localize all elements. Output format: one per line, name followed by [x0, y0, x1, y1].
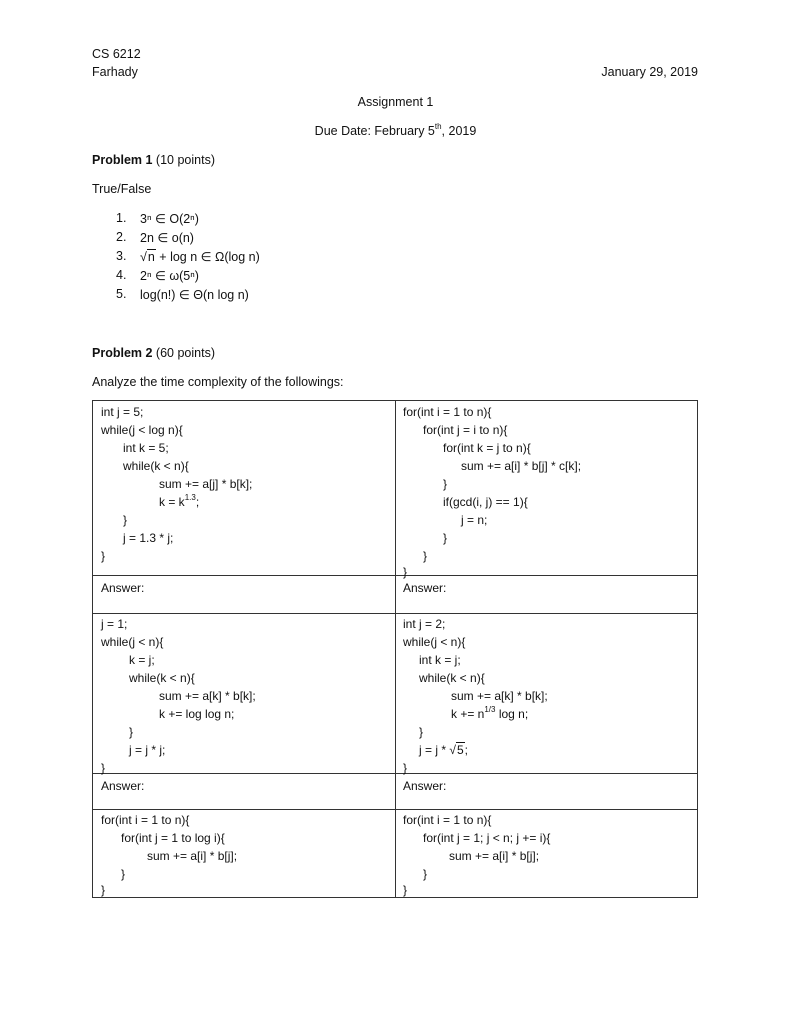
row-divider: [93, 809, 697, 810]
problem2-heading: Problem 2 (60 points): [92, 346, 215, 360]
column-divider: [395, 401, 396, 897]
code-table: int j = 5; while(j < log n){ int k = 5; while(k < n){ sum += a[j] * b[k]; $k = k^{1.3}$; } j = 1.3 * j; } for(int i = 1 to n){ for(int j = i to n){ for(int k = j to n){ sum += a[i] * b[j] * c[k]; } if(gcd(i, j) == 1){ j = n; } } } Answer: Answer: j = 1; while(j < n){ k = j; while(k < n){ sum += a[k] * b[k]; k += log log n; } j = j * j; } int j = 2; while(j < n){ int k = j; while(k < n){ sum += a[k] * b[k]; $k += n^{1/3}$ log n; } j = j * √5; } Answer: Answer: for(int i = 1 to n){ for(int j = 1 to log i){ sum += a[i] * b[j]; } } for(int i = 1 to n){ for(int j = 1; j < n; j += i){ sum += a[i] * b[j]; } }: [92, 400, 698, 898]
course-code: CS 6212: [92, 47, 141, 61]
sqrt-symbol: √5: [449, 743, 464, 757]
row-divider: [93, 575, 697, 576]
problem2-instructions: Analyze the time complexity of the followings:: [92, 375, 344, 389]
row-divider: [93, 773, 697, 774]
sqrt-symbol: √n: [140, 250, 155, 264]
answer-label: Answer:: [403, 581, 447, 595]
row-divider: [93, 613, 697, 614]
answer-label: Answer:: [403, 779, 447, 793]
document-date: January 29, 2019: [601, 65, 698, 79]
problem1-heading: Problem 1 (10 points): [92, 153, 215, 167]
instructor-name: Farhady: [92, 65, 138, 79]
due-date: Due Date: February 5th, 2019: [314, 121, 477, 138]
problem1-subtitle: True/False: [92, 182, 152, 196]
answer-label: Answer:: [101, 779, 145, 793]
document-title: Assignment 1: [357, 95, 434, 109]
answer-label: Answer:: [101, 581, 145, 595]
